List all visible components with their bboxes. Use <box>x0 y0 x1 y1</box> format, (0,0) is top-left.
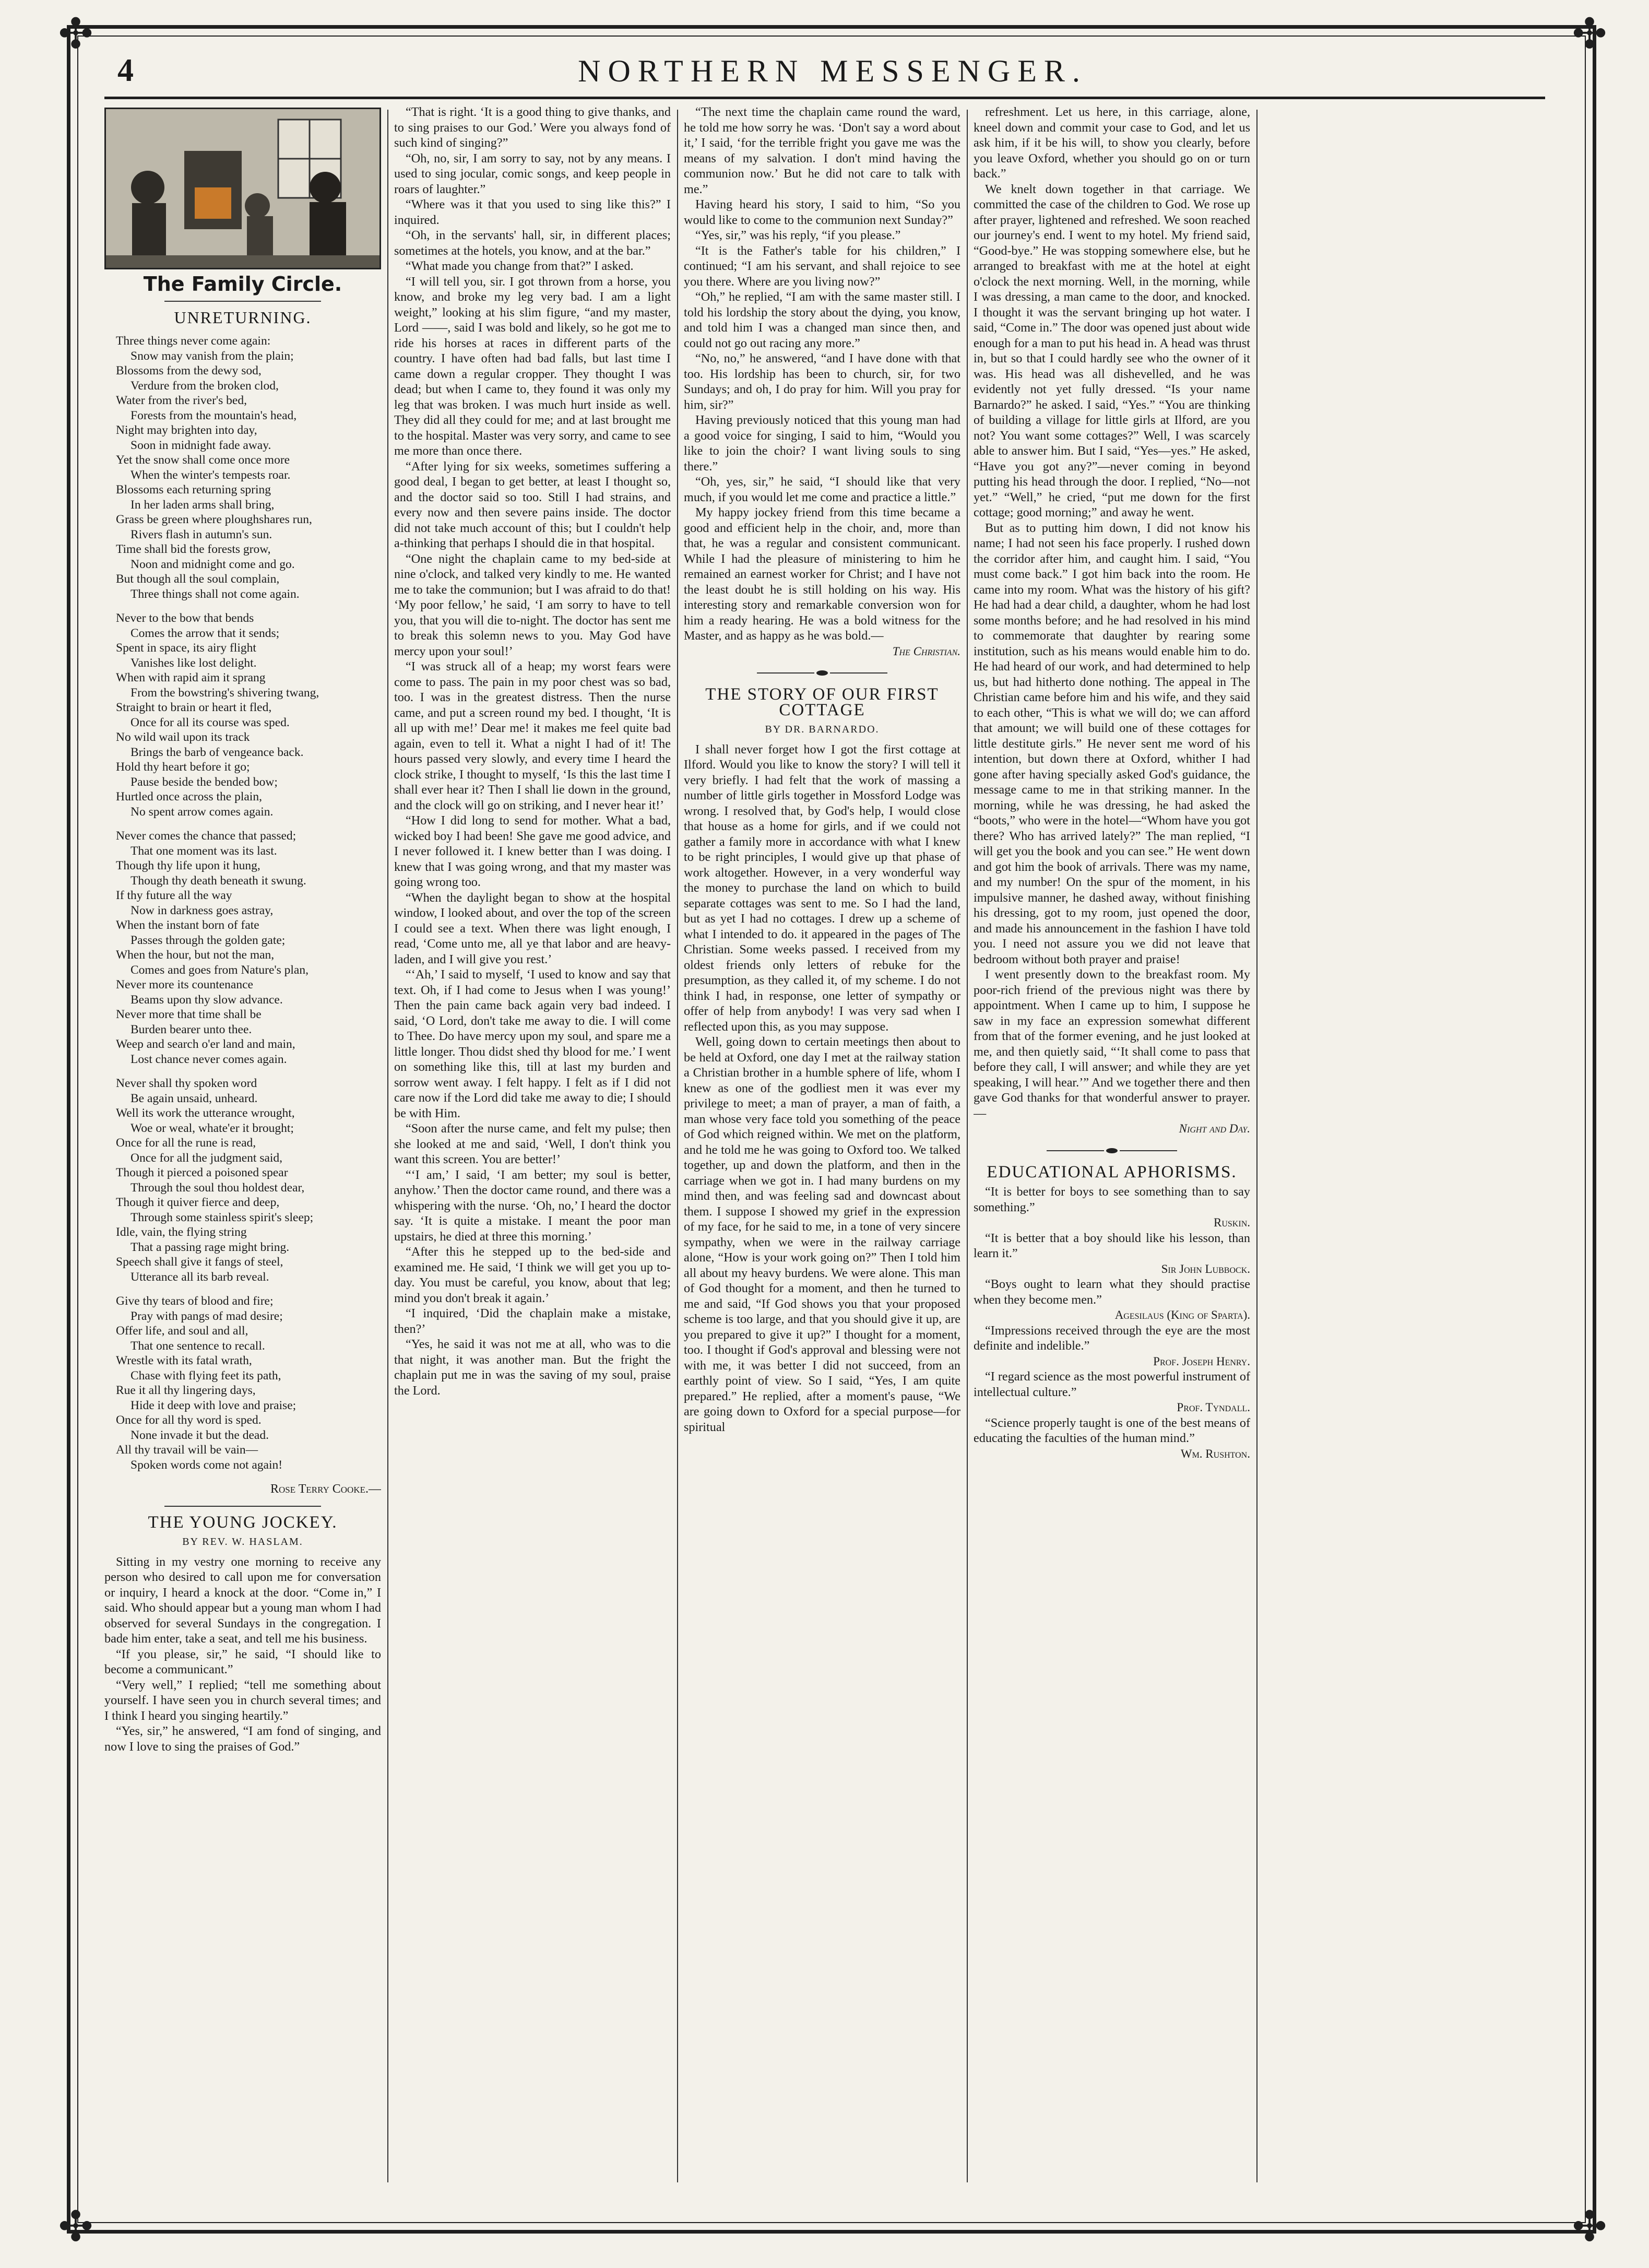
poem-line: Though thy life upon it hung, <box>116 859 260 872</box>
poem-line: Speech shall give it fangs of steel, <box>116 1255 283 1269</box>
paragraph: “After lying for six weeks, sometimes suffering a good deal, I began to get better, at least I thought so, and the doctor said so too. Still I had strains, and every now and then severe pains inside. The doctor did not take much account of this; but I couldn't help a-thinking that perhaps I should die in that hospital. <box>394 459 671 550</box>
poem-line: When the hour, but not the man, <box>116 948 275 962</box>
aphorism-author: Wm. Rushton. <box>1180 1447 1250 1460</box>
jockey-source: The Christian. <box>892 644 960 658</box>
poem-line: None invade it but the dead. <box>131 1428 269 1442</box>
poem-line: Once for all the judgment said, <box>131 1151 283 1165</box>
paragraph: “‘Ah,’ I said to myself, ‘I used to know and say that text. Oh, if I had come to Jesus when I was young!’ Then the pain came back again very bad indeed. I said, ‘O Lord, don't take me away to die. I will come to Thee. Do have mercy upon my soul, and spare me a little longer. Thou didst shed thy blood for me.’ I went on something like this, till at last my burden and sorrow went away. I felt happy. I felt as if I did not care now if the Lord did take me away to die; I should be with Him. <box>394 967 671 1120</box>
poem-line: Give thy tears of blood and fire; <box>116 1294 274 1308</box>
poem-body <box>104 334 381 1472</box>
corner-ornament-icon: ✣ <box>1572 2202 1607 2251</box>
poem-line: Rivers flash in autumn's sun. <box>131 527 272 541</box>
paragraph: “Yes, he said it was not me at all, who was to die that night, it was another man. But the fright the chaplain put me in was the saving of my soul, praise the Lord. <box>394 1337 671 1398</box>
poem-stanza <box>116 334 381 601</box>
poem-line: That a passing rage might bring. <box>131 1240 290 1254</box>
cottage-byline: BY DR. BARNARDO. <box>765 724 880 735</box>
aphorism-quote: “Boys ought to learn what they should practise when they become men.” <box>974 1277 1250 1307</box>
paragraph: “What made you change from that?” I asked. <box>406 259 634 273</box>
paragraph: “How I did long to send for mother. What a bad, wicked boy I had been! She gave me good advice, and I never followed it. I knew better than I was doing. I knew that I was going wrong, and that my master was going wrong too. <box>394 813 671 889</box>
poem-line: Chase with flying feet its path, <box>131 1368 281 1383</box>
paragraph: “Soon after the nurse came, and felt my pulse; then she looked at me and said, ‘Well, I don't think you want this screen. You are better!’ <box>394 1121 671 1166</box>
poem-line: Spent in space, its airy flight <box>116 641 256 655</box>
poem-stanza <box>116 829 381 1067</box>
paragraph: But as to putting him down, I did not know his name; I had not seen his face properly. I rushed down the corridor after him, and caught him. I said, “You must come back.” I got him back into the room. He came into my room. What was the history of his gift? He had had a dear child, a daughter, whom he had lost some months before; and he had resolved in his mind to commemorate that daughter by rearing some institution, such as his means would enable him to do. He had heard of our work, and had determined to help us, but had hitherto done nothing. The appeal in The Christian came before him and his wife, and they said to each other, “This is what we will do; we can afford that amount; we will build one of these cottages for little destitute girls.” He never sent me word of his intention, but down there at Oxford, whither I had gone after having specially asked God's guidance, the message came to me in that striking manner. In the morning, while he was dressing, he had asked the “boots,” who were in the hotel—“Whom have you got there? Who has arrived lately?” The man replied, “I will get you the book and you can see.” He went down and got him the book of arrivals. There was my name, and my number! On the spur of the moment, in his impulsive manner, he dashed away, without finishing his dressing, got to my room, just opened the door, and made his announcement in the fashion I have told you. I need not assure you we did not leave that bedroom without both prayer and praise! <box>974 521 1250 966</box>
poem-author: Rose Terry Cooke.— <box>270 1482 381 1496</box>
poem-line: From the bowstring's shivering twang, <box>131 686 319 700</box>
jockey-title: THE YOUNG JOCKEY. <box>148 1513 338 1532</box>
paragraph: “The next time the chaplain came round the ward, he told me how sorry he was. ‘Don't say a word about it,’ I said, ‘for the terrible fright you gave me was the means of my salvation. I don't mind having the communion now.’ But he did not care to talk with me.” <box>684 105 960 196</box>
column-2 <box>394 104 671 2188</box>
poem-line: Forests from the mountain's head, <box>131 408 297 422</box>
cottage-text <box>684 742 960 1435</box>
columns <box>104 104 1545 2188</box>
poem-line: Spoken words come not again! <box>131 1458 283 1472</box>
paragraph: “I will tell you, sir. I got thrown from a horse, you know, and broke my leg very bad. I am a light weight,” looking at his slim figure, “and my master, Lord ——, said I was bold and likely, so he got me to ride his horses at races in different parts of the country. I have often had bad falls, but last time I came down a regular cropper. They thought I was dead; but when I came to, they found it was only my leg that was broken. I was much hurt inside as well. They did all they could for me; and at last brought me to the hospital. Master was very sorry, and came to see me more than once there. <box>394 274 671 458</box>
column-3 <box>684 104 960 2188</box>
poem-line: Comes and goes from Nature's plan, <box>131 963 309 977</box>
section-rule <box>164 1506 321 1507</box>
poem-line: Soon in midnight fade away. <box>131 438 271 452</box>
poem-line: That one moment was its last. <box>131 844 277 858</box>
poem-stanza <box>116 1076 381 1284</box>
masthead: NORTHERN MESSENGER. <box>578 54 1087 88</box>
poem-line: Weep and search o'er land and main, <box>116 1037 295 1051</box>
page-header <box>117 52 1548 99</box>
poem-line: Never comes the chance that passed; <box>116 829 296 843</box>
page-number: 4 <box>117 53 134 88</box>
paragraph: “One night the chaplain came to my bed-side at nine o'clock, and talked very kindly to me. He wanted me to take the communion; but I was afraid to do that! ‘My poor fellow,’ he said, ‘I am sorry to have to tell you, that you will die to-night. The doctor has sent me to break this solemn news to you. May God have mercy upon your soul!’ <box>394 551 671 658</box>
jockey-text <box>104 1554 381 1755</box>
poem-line: That one sentence to recall. <box>131 1339 265 1353</box>
poem-line: Wrestle with its fatal wrath, <box>116 1354 252 1367</box>
aphorism-author: Agesilaus (King of Sparta). <box>1114 1308 1250 1321</box>
aphorisms-title: EDUCATIONAL APHORISMS. <box>987 1162 1237 1182</box>
cottage-text <box>974 104 1250 1121</box>
jockey-byline: BY REV. W. HASLAM. <box>182 1536 303 1548</box>
poem-line: Noon and midnight come and go. <box>131 557 295 571</box>
poem-line: Night may brighten into day, <box>116 423 257 437</box>
poem-line: Now in darkness goes astray, <box>131 903 274 917</box>
paragraph: We knelt down together in that carriage. We committed the case of the children to God. We rose up after prayer, lightened and refreshed. We soon reached our journey's end. I went to my hotel. My friend said, “Good-bye.” He was stopping somewhere else, but he arranged to breakfast with me at the hotel at eight o'clock the next morning. Well, in the morning, while I was dressing, a man came to the door, and knocked. I thought it was the servant bringing up hot water. I said, “Come in.” The door was opened just about wide enough for a man to put his head in. A head was thrust in, but so that I could hardly see who the owner of it was. His head was all dishevelled, and he was evidently not yet fully dressed. “Is your name Barnardo?” he asked. I said, “Yes.” “You are thinking of building a village for little girls at Ilford, are you not? You want some cottages?” Well, I was scarcely able to answer him. But I said, “Yes—yes.” He asked, “Have you got any?”—never coming in beyond putting his head through the door. I replied, “No—not yet.” “Well,” he cried, “put me down for the first cottage; good morning;” and away he went. <box>974 182 1250 519</box>
aphorism-author: Sir John Lubbock. <box>1161 1262 1250 1275</box>
poem-line: Straight to brain or heart it fled, <box>116 701 272 714</box>
aphorism-quote: “I regard science as the most powerful instrument of intellectual culture.” <box>974 1369 1250 1399</box>
poem-line: When the winter's tempests roar. <box>131 468 291 482</box>
poem-line: When with rapid aim it sprang <box>116 671 266 684</box>
poem-line: Woe or weal, whate'er it brought; <box>131 1121 294 1135</box>
corner-ornament-icon: ✣ <box>58 9 93 58</box>
poem-line: Once for all its course was sped. <box>131 715 290 729</box>
poem-line: Yet the snow shall come once more <box>116 453 290 467</box>
column-rule <box>387 110 388 2182</box>
poem-line: If thy future all the way <box>116 889 232 902</box>
paragraph: “After this he stepped up to the bed-side and examined me. He said, ‘I think we will get you up to-day. You must be careful, you know, about that leg; mind you don't break it again.’ <box>394 1245 671 1305</box>
paragraph: refreshment. Let us here, in this carriage, alone, kneel down and commit your case to God, and let us ask him, if it be his will, to show you clearly, before you leave Oxford, whether you should go on or turn back.” <box>974 105 1250 181</box>
poem-line: Grass be green where ploughshares run, <box>116 513 312 526</box>
poem-line: But though all the soul complain, <box>116 572 280 586</box>
poem-line: No wild wail upon its track <box>116 730 250 744</box>
paragraph: “Yes, sir,” was his reply, “if you please.” <box>695 228 901 242</box>
paragraph: Well, going down to certain meetings then about to be held at Oxford, one day I met at the railway station a Christian brother in a humble sphere of life, whom I knew as one of the godliest men it was ever my privilege to meet; a man of prayer, a man of faith, a man whose very face told you something of the peace of God which reigned within. We met on the platform, and he told me he was going to Oxford too. We talked together, up and down the platform, and then in the carriage when we got in. I had many burdens on my mind then, and was feeling sad and downcast about them. I suppose I showed my grief in the expression of my face, for he said to me, in a tone of very sincere sympathy, when we were in the railway carriage alone, “How is your work going on?” Then I told him all about my heavy burdens. We were alone. This man of God thought for a moment, and then he turned to me and said, “If God shows you that your proposed scheme is too large, and that you should give it up, are you prepared to give it up?” I thought for a moment, too. I thought if God's approval and blessing were not with me, it was better I did not succeed, from an earthly point of view. So I said, “Yes, I am quite prepared.” He replied, after a moment's pause, “We are going down to Oxford for a special purpose—for spiritual <box>684 1035 960 1434</box>
section-rule <box>164 301 321 302</box>
poem-line: Pray with pangs of mad desire; <box>131 1309 283 1323</box>
poem-stanza <box>116 611 381 819</box>
poem-line: Rue it all thy lingering days, <box>116 1384 256 1397</box>
aphorism-author: Ruskin. <box>1214 1216 1250 1229</box>
aphorism-author: Prof. Joseph Henry. <box>1153 1354 1250 1368</box>
poem-line: Burden bearer unto thee. <box>131 1022 252 1036</box>
aphorism-quote: “It is better for boys to see something than to say something.” <box>974 1185 1250 1214</box>
paragraph: “‘I am,’ I said, ‘I am better; my soul is better, anyhow.’ Then the doctor came round, and there was a whispering with the nurse. ‘Oh, no,’ I heard the doctor say. ‘It is quite a mistake. I meant the poor man upstairs, he died at three this morning.’ <box>394 1167 671 1244</box>
paragraph: “Where was it that you used to sing like this?” I inquired. <box>394 197 671 227</box>
corner-ornament-icon: ✣ <box>58 2202 93 2251</box>
poem-line: Hide it deep with love and praise; <box>131 1398 296 1412</box>
poem-line: Once for all thy word is sped. <box>116 1413 262 1427</box>
poem-line: Blossoms each returning spring <box>116 483 271 497</box>
poem-line: Lost chance never comes again. <box>131 1052 287 1066</box>
column-1 <box>104 104 381 2188</box>
poem-line: Comes the arrow that it sends; <box>131 626 280 640</box>
paragraph: My happy jockey friend from this time became a good and efficient help in the choir, and, more than that, he was a regular and consistent communicant. While I had the pleasure of ministering to him he remained an earnest worker for Christ; and I have not the least doubt he is still holding on his way. His interesting story and remarkable conversion won for him a ready hearing. He was a bold witness for the Master, and as happy as he was bold.— <box>684 505 960 643</box>
paragraph: “That is right. ‘It is a good thing to give thanks, and to sing praises to our God.’ Were you always fond of such kind of singing?” <box>394 105 671 150</box>
poem-line: Blossoms from the dewy sod, <box>116 364 262 377</box>
paragraph: Having previously noticed that this young man had a good voice for singing, I said to him, “Would you like to join the choir? I want living souls to sing there.” <box>684 413 960 474</box>
poem-line: Time shall bid the forests grow, <box>116 542 271 556</box>
paragraph: Sitting in my vestry one morning to receive any person who desired to call upon me for conversation or inquiry, I heard a knock at the door. “Come in,” I said. Who should appear but a young man whom I had observed for several Sundays in the congregation. I bade him enter, take a seat, and tell me his business. <box>104 1554 381 1646</box>
poem-line: Through some stainless spirit's sleep; <box>131 1210 314 1224</box>
poem-line: Offer life, and soul and all, <box>116 1324 248 1338</box>
poem-line: Snow may vanish from the plain; <box>131 349 294 363</box>
section-divider <box>684 670 960 676</box>
paragraph: “It is the Father's table for his children,” I continued; “I am his servant, and shall rejoice to see you there. Where are you living now?” <box>684 243 960 289</box>
poem-line: Pause beside the bended bow; <box>131 775 278 789</box>
poem-line: Three things never come again: <box>116 334 271 348</box>
family-circle-heading: The Family Circle. <box>143 273 342 296</box>
column-rule <box>1256 110 1257 2182</box>
aphorisms-list <box>974 1184 1250 1461</box>
poem-line: No spent arrow comes again. <box>131 805 274 819</box>
poem-line: Be again unsaid, unheard. <box>131 1091 258 1105</box>
poem-line: In her laden arms shall bring, <box>131 498 275 512</box>
paragraph: I went presently down to the breakfast room. My poor-rich friend of the previous night was there by appointment. When I came up to him, I suppose he saw in my face an expression somewhat different from that of the former evening, and he just looked at me, and then quietly said, “‘It shall come to pass that before they call, I will answer; and while they are yet speaking, I will hear.’” And we together there and then gave God thanks for that wonderful answer to prayer.— <box>974 967 1250 1120</box>
paragraph: “When the daylight began to show at the hospital window, I looked about, and over the top of the screen I could see a text. When there was light enough, I read, ‘Come unto me, all ye that labor and are heavy-laden, and I will give you rest.’ <box>394 890 671 966</box>
paragraph: “If you please, sir,” he said, “I should like to become a communicant.” <box>104 1647 381 1676</box>
paragraph: I shall never forget how I got the first cottage at Ilford. Would you like to know the story? I will tell it very briefly. I had felt that the work of massing a number of little girls together in Mossford Lodge was wrong. I resolved that, by God's help, I would close that house as a home for girls, and if we could not gather a family more in accordance with what I knew to be right principles, I would give up that phase of work altogether. However, in a very wonderful way the money to purchase the land on which to build separate cottages was sent to me. So I had the land, but as yet I had no cottages. I drew up a scheme of what I intended to do. it appeared in the pages of The Christian. Some weeks passed. I received from my oldest friends only letters of rebuke for the presumption, as they called it, of my scheme. I do not think I had, in response, one letter of sympathy or offer of help from anybody! I was very sad when I reflected upon this, as you may suppose. <box>684 742 960 1034</box>
masthead-rule <box>104 97 1545 99</box>
paragraph: “I was struck all of a heap; my worst fears were come to pass. The pain in my poor chest was so bad, too. I was in the greatest distress. Then the nurse came, and put a screen round my bed. I thought, ‘It is all up with me!’ Dear me! it makes me feel quite bad again, even to tell it. What a night I had of it! The hours passed very slowly, and every time I heard the clock strike, I thought to myself, ‘Is this the last time I shall ever hear it? Then I shall lie down in the ground, and the clock will go on striking, and I never hear it!’ <box>394 659 671 812</box>
poem-line: Through the soul thou holdest dear, <box>131 1180 305 1195</box>
paragraph: “I inquired, ‘Did the chaplain make a mistake, then?’ <box>394 1306 671 1336</box>
poem-line: Though thy death beneath it swung. <box>131 873 306 888</box>
column-4 <box>974 104 1250 2188</box>
paragraph: “Oh,” he replied, “I am with the same master still. I told his lordship the story about the dying, you know, and told him I was a changed man since then, and could not go out racing any more.” <box>684 290 960 350</box>
paragraph: “Yes, sir,” he answered, “I am fond of singing, and now I love to sing the praises of God.” <box>104 1724 381 1754</box>
paragraph: “Oh, no, sir, I am sorry to say, not by any means. I used to sing jocular, comic songs, and keep people in roars of laughter.” <box>394 151 671 196</box>
poem-line: When the instant born of fate <box>116 918 259 932</box>
poem-line: Never more its countenance <box>116 978 253 991</box>
aphorism-quote: “Science properly taught is one of the best means of educating the faculties of the human mind.” <box>974 1415 1250 1445</box>
column-rule <box>677 110 678 2182</box>
paragraph: “Oh, yes, sir,” he said, “I should like that very much, if you would let me come and practice a little.” <box>684 475 960 504</box>
poem-line: Hold thy heart before it go; <box>116 760 250 774</box>
aphorism-quote: “It is better that a boy should like his lesson, than learn it.” <box>974 1231 1250 1260</box>
column-rule <box>967 110 968 2182</box>
poem-line: Three things shall not come again. <box>131 587 300 601</box>
aphorism-author: Prof. Tyndall. <box>1177 1401 1250 1414</box>
cottage-title: THE STORY OF OUR FIRST COTTAGE <box>705 685 939 719</box>
poem-line: Verdure from the broken clod, <box>131 379 279 393</box>
poem-line: Water from the river's bed, <box>116 394 247 407</box>
poem-line: Never shall thy spoken word <box>116 1077 257 1090</box>
poem-line: Though it pierced a poisoned spear <box>116 1166 288 1179</box>
poem-title: UNRETURNING. <box>174 308 312 327</box>
poem-line: Though it quiver fierce and deep, <box>116 1196 280 1209</box>
paragraph: Having heard his story, I said to him, “So you would like to come to the communion next Sunday?” <box>684 197 960 227</box>
family-circle-engraving <box>104 108 381 269</box>
section-divider <box>974 1148 1250 1153</box>
paragraph: “Oh, in the servants' hall, sir, in different places; sometimes at the hotels, you know, and at the bar.” <box>394 228 671 258</box>
poem-line: Hurtled once across the plain, <box>116 790 262 804</box>
poem-line: Vanishes like lost delight. <box>131 656 257 670</box>
poem-line: Brings the barb of vengeance back. <box>131 745 304 759</box>
poem-stanza <box>116 1294 381 1472</box>
poem-line: Once for all the rune is read, <box>116 1136 256 1150</box>
poem-line: Passes through the golden gate; <box>131 933 286 947</box>
poem-line: Utterance all its barb reveal. <box>131 1270 269 1284</box>
corner-ornament-icon: ✣ <box>1572 9 1607 58</box>
poem-line: Never more that time shall be <box>116 1008 262 1021</box>
poem-line: Beams upon thy slow advance. <box>131 993 283 1007</box>
paragraph: “No, no,” he answered, “and I have done with that too. His lordship has been to church, sir, for two Sundays; and oh, I do pray for him. Will you pray for him, sir?” <box>684 351 960 412</box>
aphorism-quote: “Impressions received through the eye are the most definite and indelible.” <box>974 1323 1250 1353</box>
jockey-text <box>684 104 960 644</box>
jockey-text <box>394 104 671 1398</box>
paragraph: “Very well,” I replied; “tell me something about yourself. I have seen you in church several times; and I think I heard you singing heartily.” <box>104 1678 381 1723</box>
poem-line: Well its work the utterance wrought, <box>116 1106 295 1120</box>
cottage-source: Night and Day. <box>1179 1122 1250 1135</box>
poem-line: Idle, vain, the flying string <box>116 1225 247 1239</box>
poem-line: Never to the bow that bends <box>116 611 254 625</box>
poem-line: All thy travail will be vain— <box>116 1443 258 1457</box>
